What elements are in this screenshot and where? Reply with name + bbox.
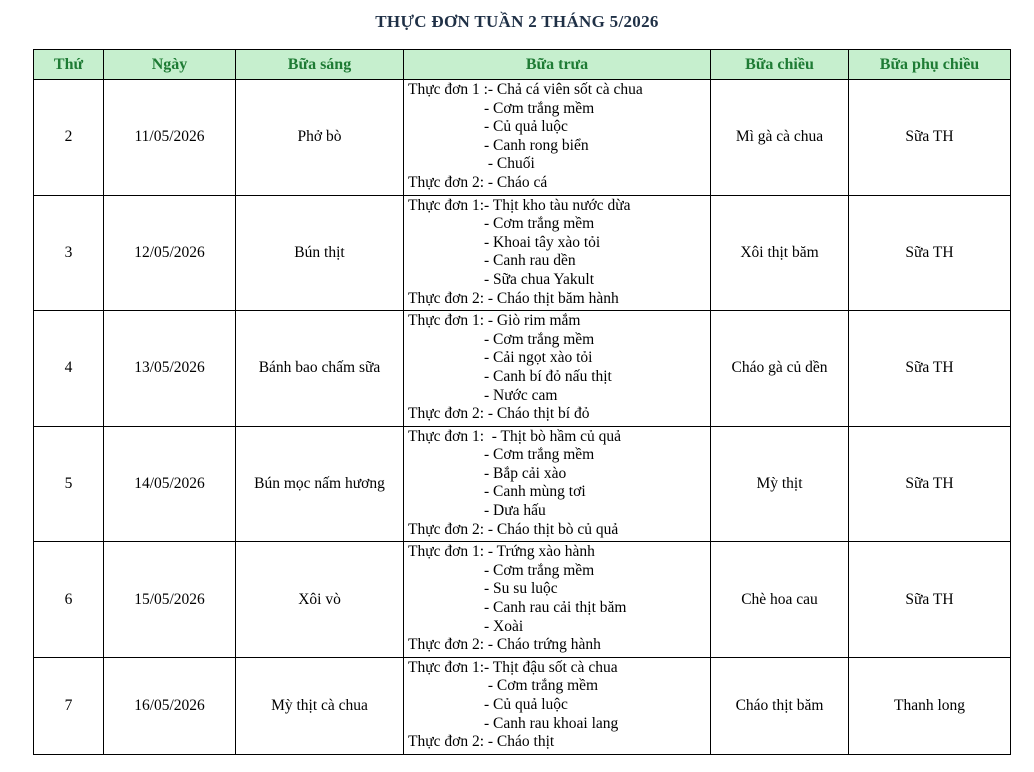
lunch-menu1-line: Thực đơn 1: - Thịt bò hầm củ quả	[408, 427, 622, 445]
cell-date: 12/05/2026	[104, 195, 236, 311]
cell-lunch	[404, 311, 711, 427]
cell-afternoon: Chè hoa cau	[711, 542, 849, 658]
lunch-item-line: - Canh rong biển	[484, 136, 589, 154]
cell-breakfast: Phở bò	[236, 80, 404, 196]
table-row	[34, 195, 1011, 311]
cell-day: 3	[34, 195, 104, 311]
lunch-menu1-line: Thực đơn 1: - Trứng xào hành	[408, 543, 595, 561]
cell-breakfast: Xôi vò	[236, 542, 404, 658]
cell-day: 2	[34, 80, 104, 196]
cell-date: 13/05/2026	[104, 311, 236, 427]
cell-snack: Sữa TH	[849, 80, 1011, 196]
cell-breakfast: Mỳ thịt cà chua	[236, 657, 404, 754]
lunch-item-line: - Cơm trắng mềm	[484, 677, 599, 695]
lunch-item-line: - Cơm trắng mềm	[484, 330, 595, 348]
page-title: THỰC ĐƠN TUẦN 2 THÁNG 5/2026	[375, 12, 659, 31]
lunch-item-line: - Canh rau cải thịt băm	[484, 599, 627, 617]
table-row	[34, 542, 1011, 658]
header-breakfast: Bữa sáng	[236, 50, 404, 80]
lunch-menu1-line: Thực đơn 1: - Giò rim mắm	[408, 312, 581, 330]
lunch-menu1-line: Thực đơn 1:- Thịt kho tàu nước dừa	[408, 196, 631, 214]
cell-afternoon: Mỳ thịt	[711, 426, 849, 542]
lunch-item-line: - Củ quả luộc	[484, 696, 568, 713]
lunch-item-line: - Canh rau dền	[484, 252, 576, 270]
header-afternoon: Bữa chiều	[711, 50, 849, 80]
header-date: Ngày	[104, 50, 236, 80]
menu-table	[33, 49, 1011, 755]
lunch-item-line: - Khoai tây xào tỏi	[484, 233, 601, 251]
cell-breakfast: Bánh bao chấm sữa	[236, 311, 404, 427]
cell-lunch	[404, 542, 711, 658]
cell-day: 4	[34, 311, 104, 427]
cell-snack: Thanh long	[849, 657, 1011, 754]
table-row	[34, 80, 1011, 196]
table-row	[34, 657, 1011, 754]
cell-afternoon: Cháo gà củ dền	[711, 311, 849, 427]
cell-snack: Sữa TH	[849, 542, 1011, 658]
lunch-item-line: - Dưa hấu	[484, 502, 546, 520]
cell-lunch	[404, 195, 711, 311]
table-body	[34, 80, 1011, 755]
lunch-item-line: - Chuối	[484, 155, 535, 173]
lunch-item-line: - Xoài	[484, 617, 524, 635]
lunch-menu2-line: Thực đơn 2: - Cháo thịt bí đỏ	[408, 405, 590, 423]
header-day: Thứ	[34, 50, 104, 80]
cell-date: 16/05/2026	[104, 657, 236, 754]
lunch-item-line: - Cải ngọt xào tỏi	[484, 349, 593, 367]
lunch-item-line: - Cơm trắng mềm	[484, 215, 595, 233]
cell-afternoon: Mì gà cà chua	[711, 80, 849, 196]
lunch-item-line: - Su su luộc	[484, 580, 558, 598]
lunch-menu2-line: Thực đơn 2: - Cháo thịt bò củ quả	[408, 520, 619, 538]
header-lunch: Bữa trưa	[404, 50, 711, 80]
lunch-item-line: - Cơm trắng mềm	[484, 99, 595, 117]
cell-breakfast: Bún mọc nấm hương	[236, 426, 404, 542]
lunch-item-line: - Bắp cải xào	[484, 464, 567, 482]
lunch-item-line: - Củ quả luộc	[484, 118, 568, 136]
lunch-item-line: - Cơm trắng mềm	[484, 446, 595, 464]
cell-date: 11/05/2026	[104, 80, 236, 196]
cell-afternoon: Cháo thịt băm	[711, 657, 849, 754]
cell-lunch	[404, 657, 711, 754]
lunch-menu2-line: Thực đơn 2: - Cháo thịt băm hành	[408, 289, 619, 307]
cell-day: 7	[34, 657, 104, 754]
lunch-item-line: - Canh bí đỏ nấu thịt	[484, 367, 612, 385]
lunch-menu2-line: Thực đơn 2: - Cháo trứng hành	[408, 636, 601, 654]
cell-snack: Sữa TH	[849, 311, 1011, 427]
header-row	[34, 50, 1011, 80]
cell-lunch	[404, 80, 711, 196]
lunch-item-line: - Cơm trắng mềm	[484, 561, 595, 579]
lunch-menu1-line: Thực đơn 1:- Thịt đậu sốt cà chua	[408, 658, 618, 676]
cell-day: 5	[34, 426, 104, 542]
cell-date: 14/05/2026	[104, 426, 236, 542]
cell-breakfast: Bún thịt	[236, 195, 404, 311]
cell-snack: Sữa TH	[849, 195, 1011, 311]
cell-lunch	[404, 426, 711, 542]
lunch-item-line: - Canh mùng tơi	[484, 483, 586, 501]
lunch-item-line: - Sữa chua Yakult	[484, 270, 595, 288]
lunch-item-line: - Canh rau khoai lang	[484, 714, 619, 732]
cell-afternoon: Xôi thịt băm	[711, 195, 849, 311]
cell-snack: Sữa TH	[849, 426, 1011, 542]
lunch-menu2-line: Thực đơn 2: - Cháo cá	[408, 173, 548, 191]
cell-day: 6	[34, 542, 104, 658]
table-row	[34, 311, 1011, 427]
lunch-menu2-line: Thực đơn 2: - Cháo thịt	[408, 733, 555, 751]
table-row	[34, 426, 1011, 542]
lunch-menu1-line: Thực đơn 1 :- Chả cá viên sốt cà chua	[408, 81, 643, 98]
cell-date: 15/05/2026	[104, 542, 236, 658]
header-snack: Bữa phụ chiều	[849, 50, 1011, 80]
lunch-item-line: - Nước cam	[484, 386, 558, 404]
